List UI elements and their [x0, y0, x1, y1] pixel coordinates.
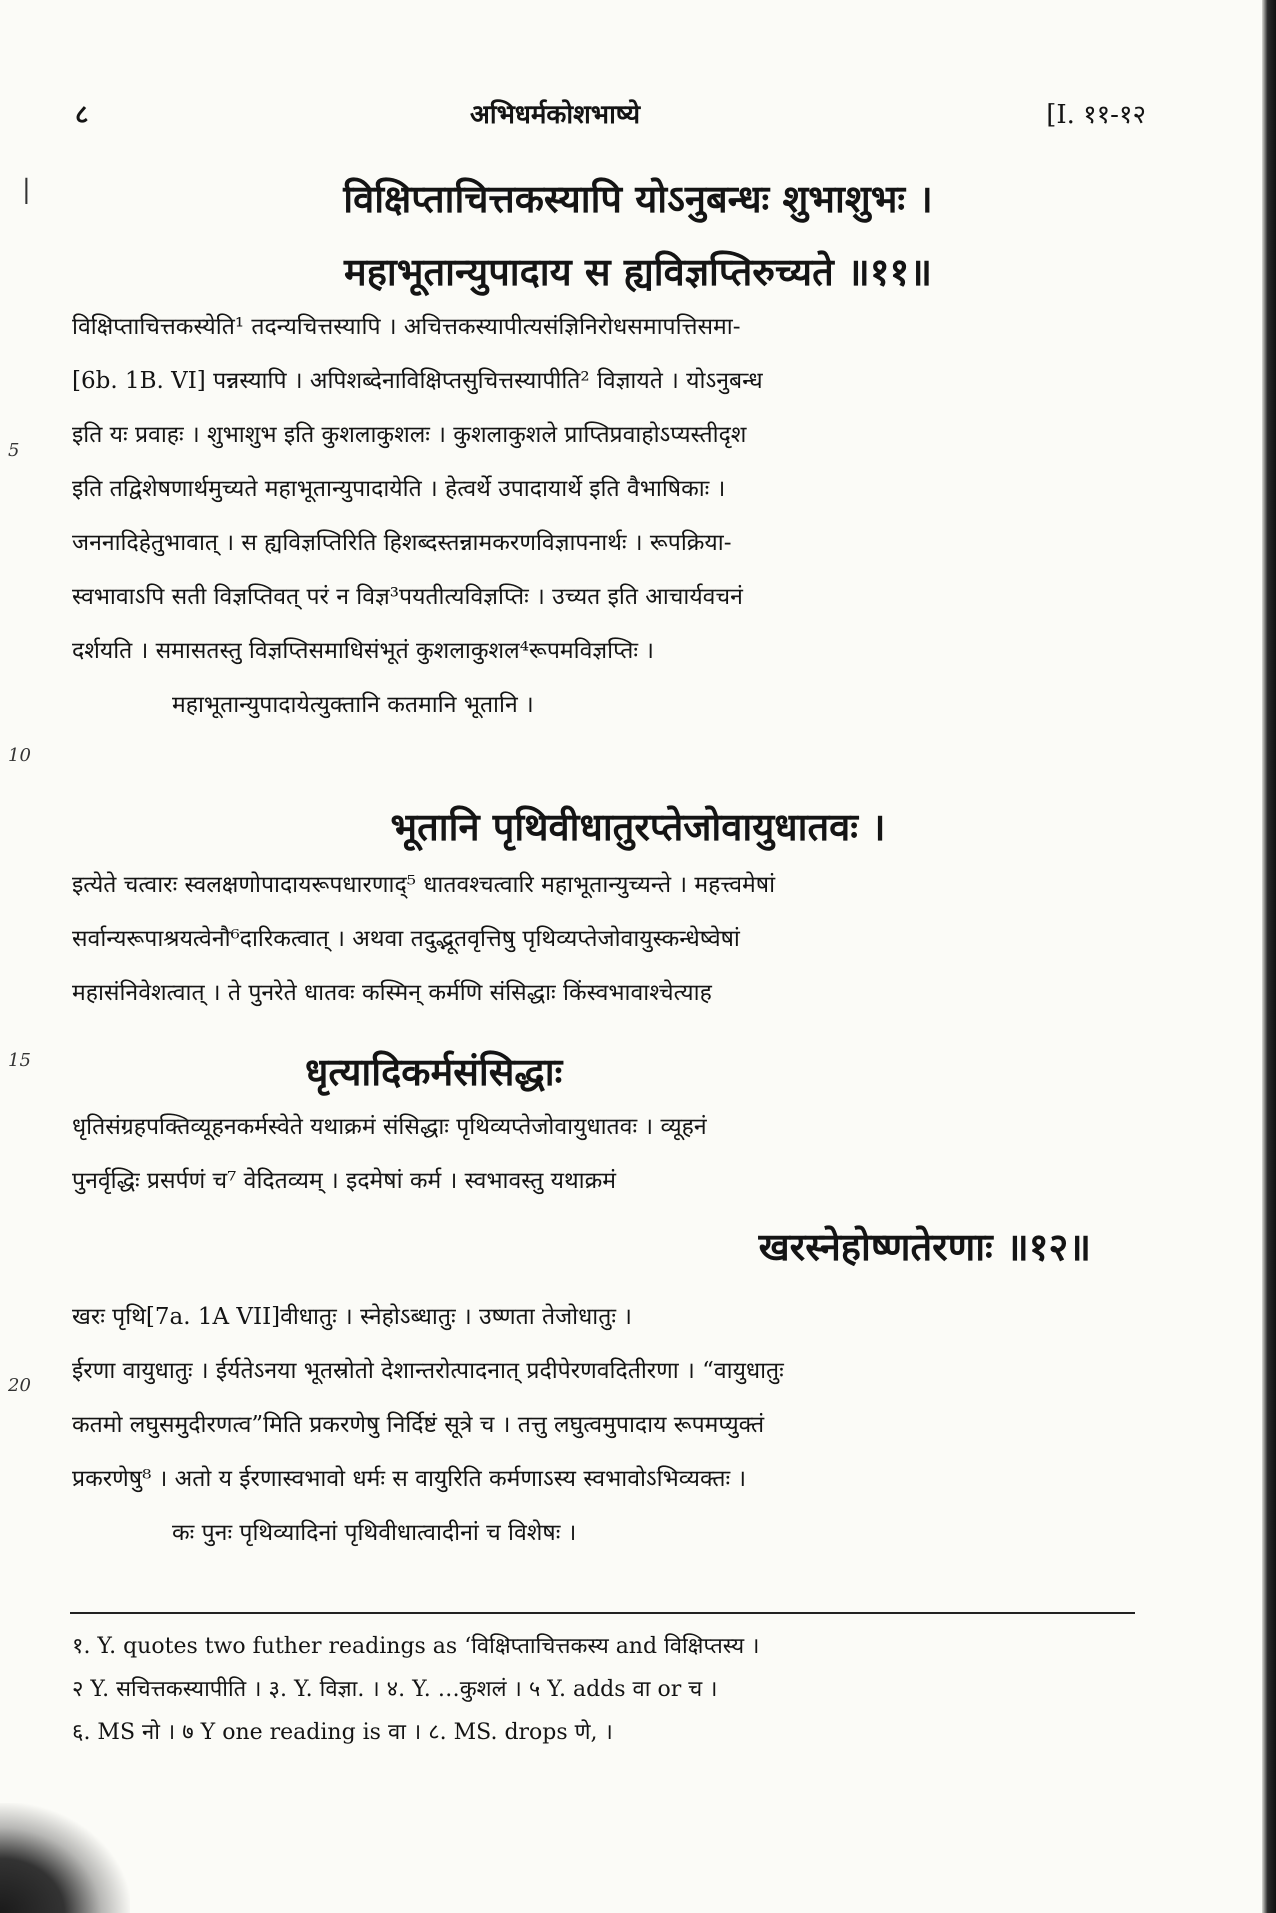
corner-stain: [0, 1803, 130, 1913]
commentary-line: सर्वान्यरूपाश्रयत्वेनौ⁶दारिकत्वात् । अथवा तदुद्भूतवृत्तिषु पृथिव्यप्तेजोवायुस्कन्धेष्वेषां: [72, 926, 740, 952]
commentary-line: इत्येते चत्वारः स्वलक्षणोपादायरूपधारणाद्⁵ धातवश्चत्वारि महाभूतान्युच्यन्ते । महत्त्वमेषां: [72, 872, 776, 898]
line-number-10: 10: [8, 745, 31, 766]
commentary-line: कः पुनः पृथिव्यादिनां पृथिवीधात्वादीनां च विशेषः ।: [172, 1520, 577, 1546]
commentary-line: दर्शयति । समासतस्तु विज्ञप्तिसमाधिसंभूतं कुशलाकुशल⁴रूपमविज्ञप्तिः ।: [72, 638, 654, 664]
footnote-line: १. Y. quotes two futher readings as ‘विक्षिप्ताचित्तकस्य and विक्षिप्तस्य ।: [72, 1634, 760, 1659]
commentary-block-4: [72, 1290, 1132, 1560]
commentary-line: जननादिहेतुभावात् । स ह्यविज्ञप्तिरिति हिशब्दस्तन्नामकरणविज्ञापनार्थः । रूपक्रिया-: [72, 530, 732, 556]
commentary-line: इति यः प्रवाहः । शुभाशुभ इति कुशलाकुशलः । कुशलाकुशले प्राप्तिप्रवाहोऽप्यस्तीदृश: [72, 422, 747, 448]
margin-mark-top: |: [22, 175, 31, 205]
commentary-line: प्रकरणेषु⁸ । अतो य ईरणास्वभावो धर्मः स वायुरिति कर्मणाऽस्य स्वभावोऽभिव्यक्तः ।: [72, 1466, 747, 1492]
running-head: [75, 95, 1146, 135]
commentary-line: महाभूतान्युपादायेत्युक्तानि कतमानि भूतानि ।: [172, 692, 534, 718]
verse-range: [I. ११-१२: [1046, 100, 1146, 130]
footnote-line: २ Y. सचित्तकस्यापीति । ३. Y. विज्ञा. । ४. Y. …कुशलं । ५ Y. adds वा or च ।: [72, 1677, 718, 1702]
running-title: अभिधर्मकोशभाष्ये: [470, 100, 641, 130]
commentary-line: स्वभावाऽपि सती विज्ञप्तिवत् परं न विज्ञ³पयतीत्यविज्ञप्तिः । उच्यत इति आचार्यवचनं: [72, 584, 743, 610]
commentary-line: महासंनिवेशत्वात् । ते पुनरेते धातवः कस्मिन् कर्मणि संसिद्धाः किंस्वभावाश्चेत्याह: [72, 980, 712, 1006]
commentary-line: ईरणा वायुधातुः । ईर्यतेऽनया भूतस्रोतो देशान्तरोत्पादनात् प्रदीपेरणवदितीरणा । “वायुधातुः: [72, 1358, 784, 1384]
verse-12a: भूतानि पृथिवीधातुरप्तेजोवायुधातवः ।: [390, 804, 886, 849]
commentary-line: इति तद्विशेषणार्थमुच्यते महाभूतान्युपादायेति । हेत्वर्थे उपादायार्थे इति वैभाषिकाः ।: [72, 476, 726, 502]
page-number: ८: [75, 100, 89, 130]
commentary-line: [6b. 1B. VI] पन्नस्यापि । अपिशब्देनाविक्षिप्तसुचित्तस्यापीति² विज्ञायते । योऽनुबन्ध: [72, 368, 763, 394]
footnotes: [72, 1625, 1142, 1754]
commentary-line: पुनर्वृद्धिः प्रसर्पणं च⁷ वेदितव्यम् । इदमेषां कर्म । स्वभावस्तु यथाक्रमं: [72, 1168, 617, 1194]
verse-12c: खरस्नेहोष्णतेरणाः ॥१२॥: [758, 1224, 1091, 1269]
commentary-line: कतमो लघुसमुदीरणत्व”मिति प्रकरणेषु निर्दिष्टं सूत्रे च । तत्तु लघुत्वमुपादाय रूपमप्युक्तं: [72, 1412, 765, 1438]
commentary-block-1: [72, 300, 1132, 732]
commentary-line: विक्षिप्ताचित्तकस्येति¹ तदन्यचित्तस्यापि । अचित्तकस्यापीत्यसंज्ञिनिरोधसमापत्तिसमा-: [72, 314, 741, 340]
line-number-20: 20: [8, 1375, 31, 1396]
verse-11-line-2: महाभूतान्युपादाय स ह्यविज्ञप्तिरुच्यते ॥११॥: [343, 249, 933, 294]
commentary-line: खरः पृथि[7a. 1A VII]वीधातुः । स्नेहोऽब्धातुः । उष्णता तेजोधातुः ।: [72, 1304, 633, 1330]
commentary-block-2: [72, 858, 1132, 1020]
commentary-block-3: [72, 1100, 1132, 1208]
footnote-line: ६. MS नो । ७ Y one reading is वा । ८. MS. drops णे, ।: [72, 1720, 613, 1745]
verse-12b: धृत्यादिकर्मसंसिद्धाः: [305, 1049, 563, 1094]
margin-mark-5: 5: [8, 440, 20, 461]
footnote-rule: [70, 1612, 1135, 1614]
commentary-line: धृतिसंग्रहपक्तिव्यूहनकर्मस्वेते यथाक्रमं संसिद्धाः पृथिव्यप्तेजोवायुधातवः । व्यूहनं: [72, 1114, 707, 1140]
verse-11-line-1: विक्षिप्ताचित्तकस्यापि योऽनुबन्धः शुभाशुभः ।: [343, 176, 933, 221]
line-number-15: 15: [8, 1050, 31, 1071]
